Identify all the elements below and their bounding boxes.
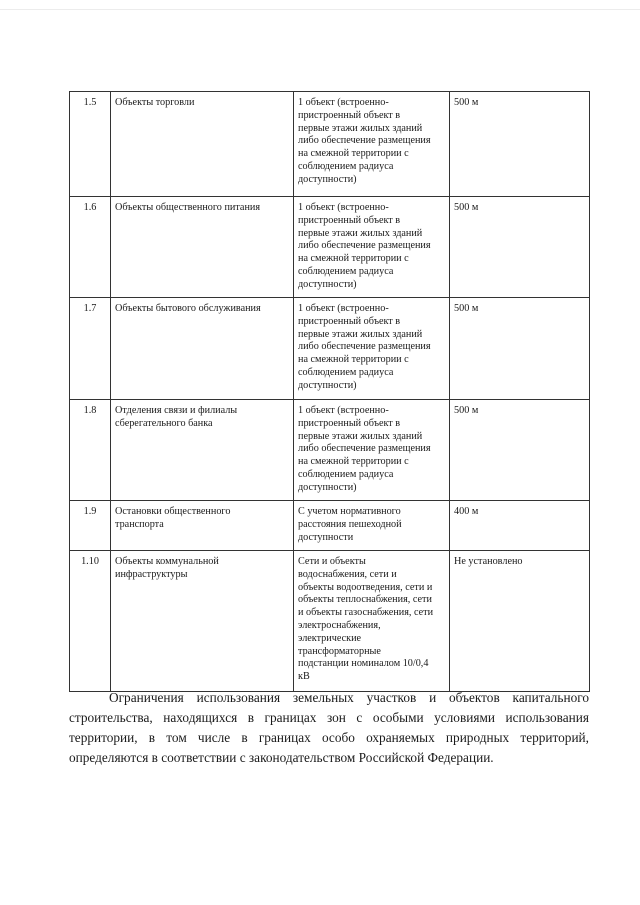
facility-requirement: 1 объект (встроенно- пристроенный объект в первые этажи жилых зданий либо обеспечение размещения на смежной территории с соблюдением радиуса доступности) [294,197,450,298]
page-top-rule [0,9,640,10]
accessibility-radius: 400 м [450,501,590,551]
facility-requirement: С учетом нормативного расстояния пешеходной доступности [294,501,450,551]
table-row [70,400,590,501]
facility-name: Объекты коммунальной инфраструктуры [111,551,294,692]
facility-name: Объекты общественного питания [111,197,294,298]
table-row [70,551,590,692]
facility-name: Остановки общественного транспорта [111,501,294,551]
accessibility-radius: 500 м [450,197,590,298]
accessibility-radius: 500 м [450,92,590,197]
accessibility-radius: Не установлено [450,551,590,692]
table-row [70,501,590,551]
facility-requirement: 1 объект (встроенно- пристроенный объект в первые этажи жилых зданий либо обеспечение размещения на смежной территории с соблюдением радиуса доступности) [294,92,450,197]
row-number: 1.9 [70,501,111,551]
facility-name: Объекты бытового обслуживания [111,298,294,400]
row-number: 1.5 [70,92,111,197]
row-number: 1.8 [70,400,111,501]
table-row [70,92,590,197]
facility-name: Объекты торговли [111,92,294,197]
restrictions-note: Ограничения использования земельных участков и объектов капитального строительства, находящихся в границах зон с особыми условиями использования территории, в том числе в границах особо охраняемых природных территорий, определяются в соответствии с законодательством Российской Федерации. [69,690,589,765]
table-row [70,298,590,400]
facility-name: Отделения связи и филиалы сберегательного банка [111,400,294,501]
row-number: 1.6 [70,197,111,298]
row-number: 1.10 [70,551,111,692]
facilities-norms-table [69,91,590,692]
accessibility-radius: 500 м [450,400,590,501]
accessibility-radius: 500 м [450,298,590,400]
row-number: 1.7 [70,298,111,400]
table-row [70,197,590,298]
facility-requirement: 1 объект (встроенно- пристроенный объект в первые этажи жилых зданий либо обеспечение размещения на смежной территории с соблюдением радиуса доступности) [294,400,450,501]
facility-requirement: Сети и объекты водоснабжения, сети и объекты водоотведения, сети и объекты теплоснабжения, сети и объекты газоснабжения, сети электроснабжения, электрические трансформаторные подстанции номиналом 10/0,4 кВ [294,551,450,692]
facility-requirement: 1 объект (встроенно- пристроенный объект в первые этажи жилых зданий либо обеспечение размещения на смежной территории с соблюдением радиуса доступности) [294,298,450,400]
